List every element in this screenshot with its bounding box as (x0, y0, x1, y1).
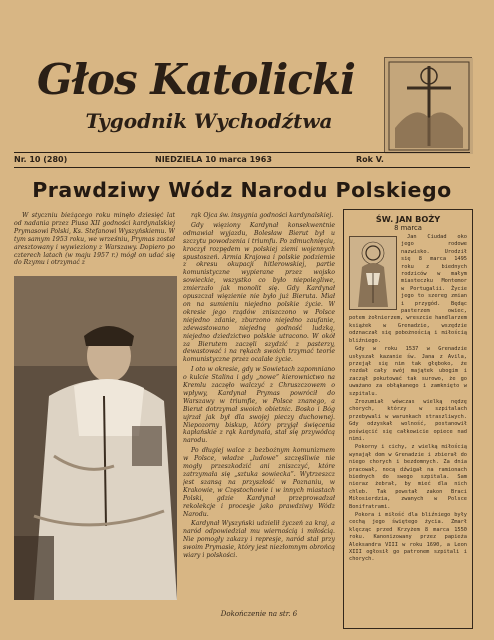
issue-bar (14, 152, 470, 168)
masthead-title: Głos Katolicki (37, 55, 355, 104)
sidebar-title: ŚW. JAN BOŻY (375, 214, 441, 224)
saint-sidebar (343, 209, 473, 629)
saint-illustration (349, 236, 397, 310)
issue-date: NIEDZIELA 10 marca 1963 (155, 155, 272, 164)
article-paragraph: I oto w okresie, gdy w Sowietach zapomniano o kulcie Stalina i gdy „nowe” kierownictwo na Kremlu zaczęło walczyć z Chruszczowem o wpływy, Kardynał Prymas powrócił do Warszawy w triumfie, w Polsce znanego, a Bierut dotrzymał swoich obietnic. Bosko i Bóg ujrzał jak był dla swojej pieczy duchownej. Niepozorny biskup, który przyjął święcenia kapłańskie z rąk kardynała, stał się przywódcą narodu. (183, 366, 335, 445)
photo-drawing (14, 276, 177, 600)
saint-drawing (350, 237, 396, 309)
article-paragraph: Po długiej walce z bezbożnym komunizmem w Polsce, władze „ludowe” szczęśliwie nie mogły przeszkodzić ani zniszczyć, które zatrzymała się „sztuka sowiecka”. Wytrzeszcz jest szansą na przyszłość w Poznaniu, w Krakowie, w Częstochowie i w innych miastach Polski, gdzie Kardynał przeprowadzał rekolekcje i procesje jako prawdziwy Wódz Narodu. (183, 447, 335, 518)
headline: Prawdziwy Wódz Narodu Polskiego (32, 178, 452, 202)
sidebar-paragraph: Jan Ciudad oko jego rodowe nazwisko. Urodził się 8 marca 1495 roku z biednych rodziców w małym miasteczku Montemor w Portugalii. Życie jego to szereg zmian i przygód. Będąc pasterzem owiec, potem żołnierzem, wreszcie handlarzem książek w Grenadzie, wszędzie odznaczał się pobożnością i miłością bliźniego. (349, 234, 467, 344)
sidebar-date: 8 marca (394, 224, 422, 232)
article-column-middle (183, 212, 335, 602)
sidebar-paragraph: Zrozumiał wówczas wielką nędzę chorych, którzy w szpitalach przebywali w warunkach straszliwych. Gdy odzyskał wolność, postanowił poświęcić się całkowicie opiece nad nimi. (349, 398, 467, 442)
masthead (14, 55, 374, 155)
article-paragraph: rąk Ojca św. insygnia godności kardynalskiej. (191, 212, 334, 219)
continued-note: Dokończenie na str. 6 (220, 610, 298, 618)
article-column-left (14, 212, 175, 272)
sidebar-paragraph: Gdy w roku 1537 w Grenadzie usłyszał kazanie św. Jana z Avila, przejął się nim tak głęboko, że rozdał cały swój majątek ubogim i zaczął pokutować tak surowo, że go uważano za obłąkanego i zamknięto w szpitalu. (349, 346, 467, 397)
article-paragraph: W styczniu bieżącego roku minęło dziesięć lat od nadania przez Piusa XII godności kardynalskiej Prymasowi Polski, Ks. Stefanowi Wyszyńskiemu. W tym samym 1953 roku, we wrześniu, Prymas został aresztowany i wywieziony z Warszawy. Dopiero po czterech latach (w maju 1957 r.) mógł on udać się do Rzymu i otrzymać z (14, 212, 175, 267)
emblem-image (384, 57, 472, 153)
article-paragraph: Gdy więziony Kardynał konsekwentnie odmawiał wyjazdu, Bolesław Bierut był u szczytu powodzenia i triumfu. Po zdmuchnięciu, kroczył rozpędem w polskiej ziemi wojennych spustoszeń. Armia Krajowa i polskie podziemie z okresu okupacji hitlerowskiej, partie komunistyczne wypierane przez wojsko sowieckie, wszystko co było niepolegliwe, zmierzało jak monolit się. Gdy Kardynał opuszczał więzienie nie było już Bieruta. Miał on na sumieniu niejedno polskie życie. W okresie jego rządów zniszczono w Polsce niejedno zdanie, zburzono niejedno zaufanie, zdewastowano niejedną godność ludzką, niejedno dziedzictwo polskie utracono. W okół za Bierutem zaczęli szydzić z pasterzy, dewastować i na rękach swoich trzymać teorie komunistyczne przez ocalałe życie. (183, 221, 335, 364)
issue-year: Rok V. (356, 155, 384, 164)
article-paragraph: Kardynał Wyszyński udzielił życzeń za kraj, a naród odpowiedział mu wiernością i miłością. Nie pomogły zakazy i represje, naród stał przy swoim Prymasie, który jest niezłomnym obrońcą wiary i polskości. (183, 520, 335, 560)
sidebar-paragraph: Pokora i miłość dla bliźniego były cechą jego świętego życia. Zmarł klęcząc przed Krzyżem 8 marca 1550 roku. Kanonizowany przez papieża Aleksandra VIII w roku 1690, a Leon XIII ogłosił go patronem szpitali i chorych. (349, 512, 467, 563)
emblem-drawing (385, 58, 473, 154)
sidebar-paragraph: Pokorny i cichy, z wielką miłością wynajął dom w Grenadzie i zbierał do niego chorych i bezdomnych. Za dnia pracował, nocą dźwigał na ramionach biednych do swego szpitala. Sam nieraz żebrał, by mieć dla nich chleb. Tak powstał zakon Braci Miłosierdzia, zwanych w Polsce Bonifratrami. (349, 444, 467, 510)
issue-number: Nr. 10 (280) (14, 155, 68, 164)
masthead-subtitle: Tygodnik Wychodźtwa (85, 109, 333, 133)
cardinal-photo (14, 276, 177, 600)
